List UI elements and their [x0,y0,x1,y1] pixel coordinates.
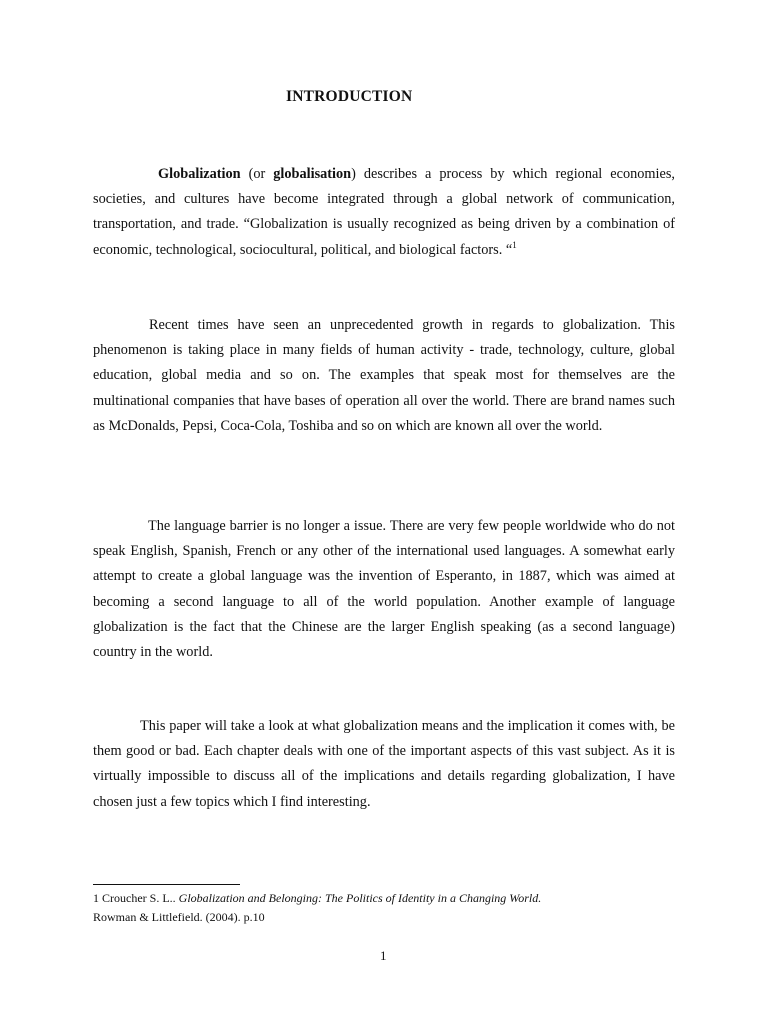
paragraph-paper-scope: This paper will take a look at what globalization means and the implication it comes with, be them good or bad. Each chapter deals with one of the important aspects of this vast subject. As it is virtually impossible to discuss all of the implications and details regarding globalization, I have chosen just a few topics which I find interesting. [93,718,675,810]
footnote-author: Croucher S. L.. [99,891,179,905]
definition-text: ) describes a process by which regional economies, societies, and cultures have become integrated through a global network of communication, transportation, and trade. “Globalization is usually recognized as being driven by a combination of economic, technological, sociocultural, political, and biological factors. “ [93,166,675,258]
paragraph-growth: Recent times have seen an unprecedented growth in regards to globalization. This phenomenon is taking place in many fields of human activity - trade, technology, culture, global education, global media and so on. The examples that speak most for themselves are the multinational companies that have bases of operation all over the world. There are brand names such as McDonalds, Pepsi, Coca-Cola, Toshiba and so on which are known all over the world. [93,317,675,434]
footnote [93,889,693,927]
paragraph-language: The language barrier is no longer a issue. There are very few people worldwide who do not speak English, Spanish, French or any other of the international used languages. A somewhat early attempt to create a global language was the invention of Esperanto, in 1887, which was aimed at becoming a second language to all of the world population. Another example of language globalization is the fact that the Chinese are the larger English speaking (as a second language) country in the world. [93,518,675,661]
term-globalization: Globalization [158,166,241,182]
footnote-reference[interactable]: 1 [512,239,517,250]
footnote-title: Globalization and Belonging: The Politics of Identity in a Changing World. [178,891,542,905]
footnote-number: 1 [93,891,99,905]
page-title: INTRODUCTION [286,88,413,105]
footnote-separator [93,884,240,885]
paren-open: (or [240,166,274,182]
footnote-publisher: Rowman & Littlefield. (2004). p.10 [93,910,265,924]
term-globalisation: globalisation [273,166,352,182]
paragraph-definition [93,162,675,263]
page-number: 1 [380,948,387,963]
